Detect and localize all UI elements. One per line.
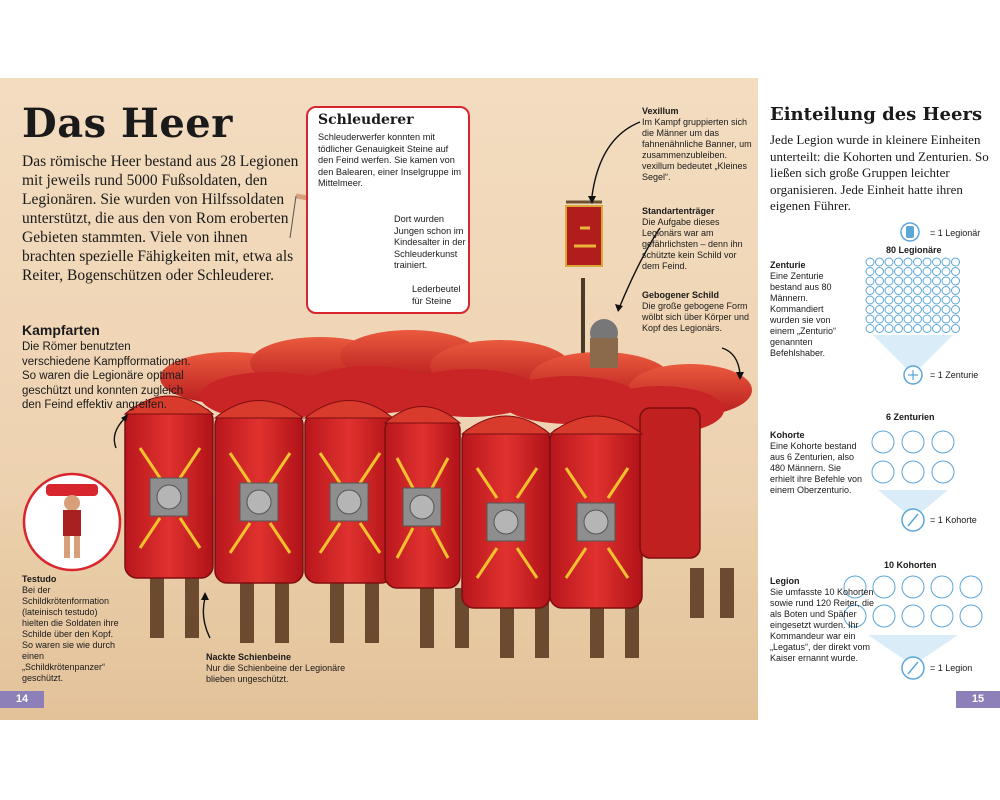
legionaer-dot — [876, 306, 884, 314]
kohorte-icon — [960, 576, 982, 598]
legionaer-dot — [923, 306, 931, 314]
right-intro: Jede Legion wurde in kleinere Einheiten unterteilt: die Kohorten und Zenturien. So ließen sich große Gruppen leichter organisieren. Jede Einheit hatte ihren eigenen Führer. — [770, 132, 989, 213]
legionaer-dot — [876, 315, 884, 323]
count-80: 80 Legionäre — [886, 245, 942, 255]
legionaer-dot — [904, 306, 912, 314]
legionaer-dot — [866, 287, 874, 295]
schleuderer-box — [306, 106, 470, 314]
standartentraeger-title: Standartenträger — [642, 206, 715, 216]
legionaer-dot — [952, 315, 960, 323]
legionaer-dot — [885, 296, 893, 304]
legionaer-dot — [876, 296, 884, 304]
page-number-right: 15 — [956, 691, 1000, 708]
legionaer-dot — [914, 287, 922, 295]
standartentraeger-text: Die Aufgabe dieses Legionärs war am gefährlichsten – denn ihn schützte kein Schild vor dem Feind. — [642, 217, 743, 271]
legionaer-dot — [923, 315, 931, 323]
legionaer-dot — [923, 296, 931, 304]
legionaer-dot — [904, 296, 912, 304]
legionaer-dot — [885, 306, 893, 314]
legionaer-dot — [933, 306, 941, 314]
schleuderer-caption: Lederbeutel für Steine — [412, 284, 461, 306]
schleuderer-text-2: Dort wurden Jungen schon im Kindesalter in der Schleuderkunst trainiert. — [394, 214, 466, 271]
legionaer-dot — [952, 325, 960, 333]
kohorte-block — [770, 430, 866, 496]
legionaer-dot — [942, 306, 950, 314]
zenturie-label: = 1 Zenturie — [930, 370, 979, 380]
legionaer-dot — [933, 287, 941, 295]
zenturie-icon — [872, 431, 894, 453]
legionaer-dot — [904, 315, 912, 323]
legionaer-dot — [923, 258, 931, 266]
schild-title: Gebogener Schild — [642, 290, 720, 300]
legionaer-dot — [933, 325, 941, 333]
zenturie-icon — [932, 431, 954, 453]
legionaer-dot — [895, 277, 903, 285]
legionaer-dot — [876, 287, 884, 295]
legionaer-dot — [942, 315, 950, 323]
vexillum-annotation — [642, 106, 754, 183]
kohorte-label: = 1 Kohorte — [930, 515, 977, 525]
kampfarten-text: Die Römer benutzten verschiedene Kampfformationen. So waren die Legionäre optimal geschützt und konnten zugleich den Feind effektiv angreifen. — [22, 341, 191, 411]
left-page — [0, 78, 758, 720]
legionaer-dot — [885, 277, 893, 285]
schleuderer-heading: Schleuderer — [318, 112, 414, 128]
legionaer-dot — [876, 258, 884, 266]
schild-text: Die große gebogene Form wölbt sich über Körper und Kopf des Legionärs. — [642, 301, 750, 333]
legion-text: Sie umfasste 10 Kohorten sowie rund 120 Reiter, die als Boten und Späher eingesetzt wurden. Ihr Kommandeur war ein „Legatus“, der direkt vom Kaiser ernannt wurde. — [770, 587, 875, 663]
schienbeine-title: Nackte Schienbeine — [206, 652, 292, 662]
legionaer-dot — [914, 306, 922, 314]
legion-block — [770, 576, 882, 664]
kohorte-icon — [931, 576, 953, 598]
zenturie-icon — [902, 461, 924, 483]
legionaer-dot — [952, 287, 960, 295]
legionaer-dot — [885, 315, 893, 323]
legionaer-label: = 1 Legionär — [930, 228, 981, 238]
legionaer-dot — [933, 296, 941, 304]
zenturie-heading: Zenturie — [770, 260, 806, 270]
legionaer-dot — [895, 315, 903, 323]
legionaer-dot — [885, 325, 893, 333]
schleuderer-text: Schleuderwerfer konnten mit tödlicher Genauigkeit Steine auf den Feind werfen. Sie kamen von den Balearen, einer Inselgruppe im Mittelmeer. — [318, 132, 462, 189]
legionaere-grid — [866, 258, 960, 333]
zenturien-grid — [872, 431, 954, 483]
legionaer-dot — [942, 287, 950, 295]
legionaer-dot — [895, 325, 903, 333]
legionaer-dot — [923, 287, 931, 295]
legionaer-dot — [942, 277, 950, 285]
legionaer-dot — [895, 287, 903, 295]
legionaer-dot — [923, 277, 931, 285]
legionaer-dot — [914, 296, 922, 304]
legionaer-dot — [895, 296, 903, 304]
right-title: Einteilung des Heers — [770, 104, 983, 125]
kohorte-icon — [902, 576, 924, 598]
legionaer-dot — [866, 268, 874, 276]
zenturie-text: Eine Zenturie bestand aus 80 Männern. Kommandiert wurden sie von einem „Zenturio“ genannten Befehlshaber. — [770, 271, 837, 358]
kohorte-icon — [960, 605, 982, 627]
legionaer-dot — [895, 268, 903, 276]
kohorte-icon — [931, 605, 953, 627]
zenturie-block — [770, 260, 850, 359]
kohorte-heading: Kohorte — [770, 430, 805, 440]
kohorte-text: Eine Kohorte bestand aus 6 Zenturien, also 480 Männern. Sie erhielt ihre Befehle von einem Oberzenturio. — [770, 441, 863, 495]
intro-text: Das römische Heer bestand aus 28 Legionen mit jeweils rund 5000 Fußsoldaten, den Legionären. Sie wurden von Hilfssoldaten unterstützt, die aus den von Rom eroberten Gebieten stammten. Viele von ihnen brachten spezielle Fähigkeiten mit, etwa als Reiter, Bogenschützen oder Schleuderer. — [22, 153, 299, 284]
vexillum-text: Im Kampf gruppierten sich die Männer um das fahnenähnliche Banner, um zusammenzubleiben. vexillum bedeutet „Kleines Segel“. — [642, 117, 752, 182]
legionaer-dot — [942, 296, 950, 304]
legionaer-dot — [942, 258, 950, 266]
legionaer-dot — [904, 287, 912, 295]
legionaer-dot — [885, 268, 893, 276]
legionaer-dot — [923, 268, 931, 276]
legionaer-dot — [952, 306, 960, 314]
legionaer-dot — [866, 296, 874, 304]
legionaer-dot — [904, 277, 912, 285]
legionaer-dot — [904, 268, 912, 276]
legionaer-dot — [933, 268, 941, 276]
legionaer-dot — [866, 306, 874, 314]
legionaer-dot — [885, 287, 893, 295]
legionaer-dot — [904, 258, 912, 266]
legionaer-dot — [876, 268, 884, 276]
legionaer-dot — [952, 258, 960, 266]
schienbeine-annotation — [206, 652, 346, 685]
legionaer-icon — [901, 223, 919, 241]
legionaer-dot — [876, 325, 884, 333]
legionaer-dot — [923, 325, 931, 333]
kampfarten-heading: Kampfarten — [22, 322, 100, 338]
testudo-text: Bei der Schildkrötenformation (lateinisch testudo) hielten die Soldaten ihre Schilde über den Kopf. So waren sie wie durch einen „Schildkrötenpanzer“ geschützt. — [22, 585, 119, 683]
zenturie-icon — [902, 431, 924, 453]
standartentraeger-annotation — [642, 206, 754, 272]
legionaer-dot — [895, 258, 903, 266]
legionaer-dot — [885, 258, 893, 266]
legionaer-dot — [866, 315, 874, 323]
legionaer-dot — [933, 258, 941, 266]
legionaer-dot — [895, 306, 903, 314]
legionaer-dot — [914, 268, 922, 276]
vexillum-title: Vexillum — [642, 106, 679, 116]
legionaer-dot — [866, 325, 874, 333]
legion-label: = 1 Legion — [930, 663, 973, 673]
legionaer-dot — [866, 277, 874, 285]
legionaer-dot — [933, 315, 941, 323]
zenturie-icon — [932, 461, 954, 483]
legionaer-dot — [942, 325, 950, 333]
legionaer-dot — [952, 277, 960, 285]
legionaer-dot — [942, 268, 950, 276]
testudo-title: Testudo — [22, 574, 57, 584]
kohorte-icon — [902, 605, 924, 627]
schienbeine-text: Nur die Schienbeine der Legionäre blieben ungeschützt. — [206, 663, 346, 684]
testudo-annotation — [22, 574, 126, 684]
legionaer-dot — [952, 296, 960, 304]
count-6: 6 Zenturien — [886, 412, 935, 422]
page-number-left: 14 — [0, 691, 44, 708]
legionaer-dot — [952, 268, 960, 276]
legion-heading: Legion — [770, 576, 800, 586]
zenturie-icon — [872, 461, 894, 483]
legionaer-dot — [914, 277, 922, 285]
page-title: Das Heer — [22, 100, 233, 147]
legionaer-dot — [866, 258, 874, 266]
legionaer-dot — [933, 277, 941, 285]
legionaer-dot — [914, 325, 922, 333]
legionaer-dot — [904, 325, 912, 333]
legionaer-dot — [914, 315, 922, 323]
schild-annotation — [642, 290, 754, 334]
legionaer-dot — [914, 258, 922, 266]
legionaer-dot — [876, 277, 884, 285]
count-10: 10 Kohorten — [884, 560, 937, 570]
